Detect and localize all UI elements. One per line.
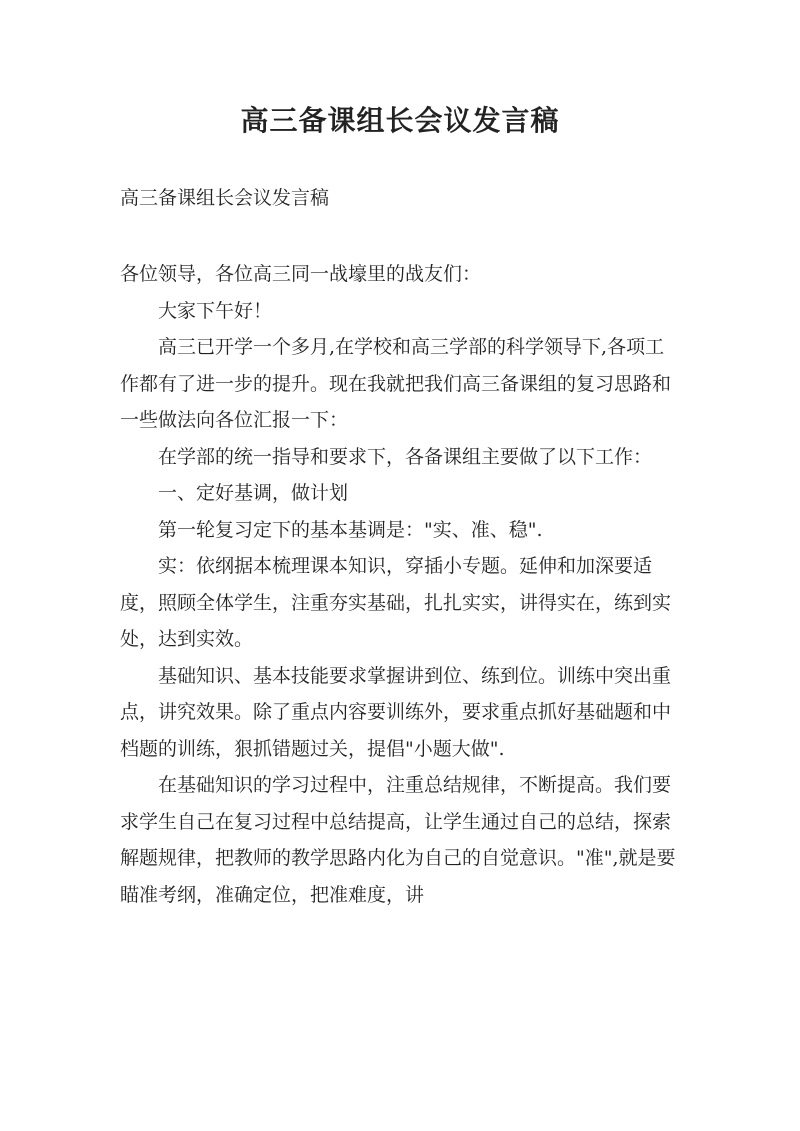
paragraph-greeting: 各位领导，各位高三同一战壕里的战友们：	[120, 263, 482, 285]
document-body	[120, 256, 680, 913]
paragraph-summary: 在基础知识的学习过程中，注重总结规律，不断提高。我们要求学生自己在复习过程中总结提高，让学生通过自己的总结，探索解题规律，把教师的教学思路内化为自己的自觉意识。"准",就是要瞄准考纲，准确定位，把准难度，讲	[120, 774, 676, 906]
document-title: 高三备课组长会议发言稿	[240, 104, 560, 137]
paragraph-tone: 第一轮复习定下的基本基调是："实、准、稳".	[158, 518, 543, 541]
section-heading-plan: 一、定好基调，做计划	[158, 482, 349, 504]
paragraph-intro: 高三已开学一个多月,在学校和高三学部的科学领导下,各项工作都有了进一步的提升。现在我就把我们高三备课组的复习思路和一些做法向各位汇报一下：	[120, 336, 672, 431]
paragraph-work-overview: 在学部的统一指导和要求下，各备课组主要做了以下工作：	[158, 445, 653, 468]
paragraph-salutation: 大家下午好！	[158, 299, 273, 322]
paragraph-basics: 基础知识、基本技能要求掌握讲到位、练到位。训练中突出重点，讲究效果。除了重点内容要训练外，要求重点抓好基础题和中档题的训练，狠抓错题过关，提倡"小题大做".	[120, 664, 672, 760]
paragraph-solid: 实：依纲据本梳理课本知识，穿插小专题。延伸和加深要适度，照顾全体学生，注重夯实基础，扎扎实实，讲得实在，练到实处，达到实效。	[120, 555, 672, 650]
document-subtitle: 高三备课组长会议发言稿	[120, 187, 330, 209]
